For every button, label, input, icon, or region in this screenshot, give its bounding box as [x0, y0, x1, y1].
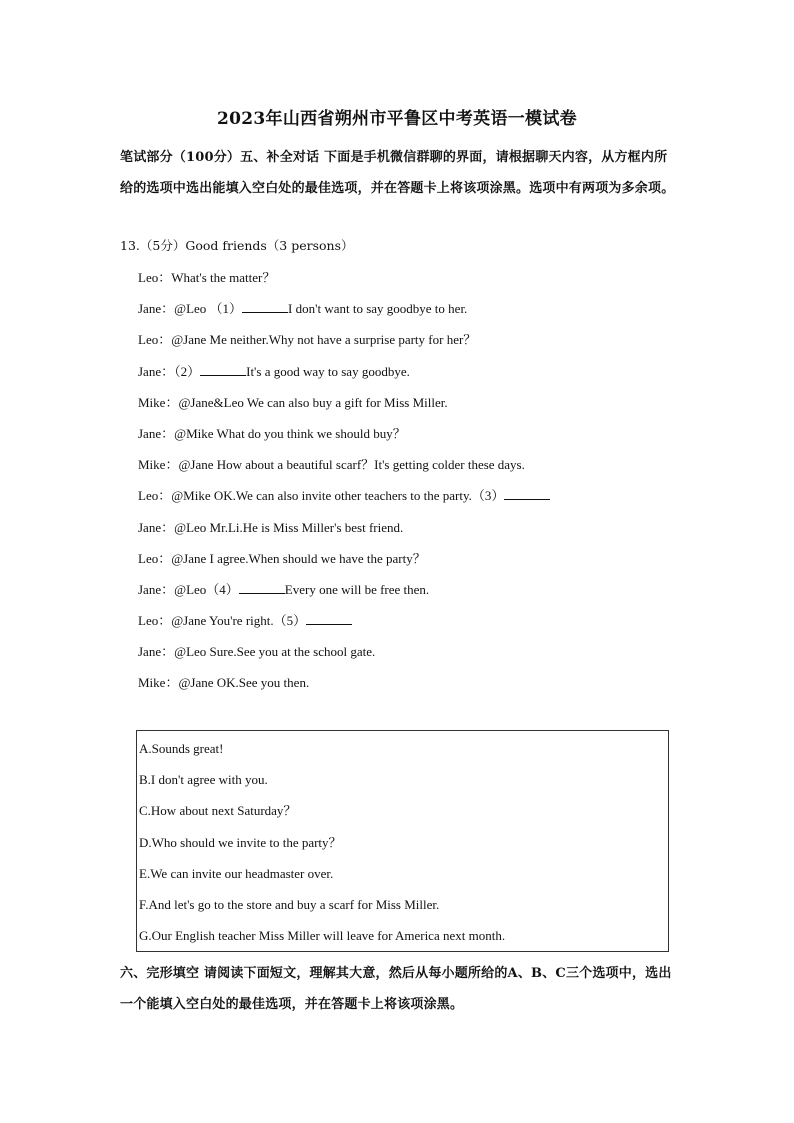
dialogue-line: Leo：@Jane I agree.When should we have the party？ [138, 550, 426, 566]
dialogue-line: Jane：@Leo Sure.See you at the school gate. [138, 644, 376, 660]
option-e: E.We can invite our headmaster over. [139, 865, 334, 881]
dialogue-line: Leo：What's the matter？ [138, 270, 276, 285]
section-six-instructions: 六、完形填空 请阅读下面短文，理解其大意，然后从每小题所给的A、B、C三个选项中，选出一个能填入空白处的最佳选项，并在答题卡上将该项涂黑。 [120, 966, 672, 1012]
answer-blank-4 [239, 581, 285, 594]
dialogue-line: Mike：@Jane OK.See you then. [138, 675, 310, 691]
section-five-instructions: 笔试部分（100分）五、补全对话 下面是手机微信群聊的界面，请根据聊天内容，从方框内所给的选项中选出能填入空白处的最佳选项，并在答题卡上将该项涂黑。选项中有两项为多余项。 [120, 150, 675, 196]
options-box [136, 730, 669, 952]
chat-dialogue [138, 268, 678, 705]
answer-blank-3 [504, 487, 550, 500]
question-13-header: 13.（5分）Good friends（3 persons） [120, 238, 354, 253]
dialogue-line: Leo：@Jane You're right.（5） [138, 611, 678, 642]
answer-blank-1 [242, 300, 288, 313]
dialogue-line: Mike：@Jane How about a beautiful scarf？It's getting colder these days. [138, 457, 525, 473]
dialogue-line: Jane：（2） It's a good way to say goodbye. [138, 363, 410, 379]
option-a: A.Sounds great! [139, 741, 224, 756]
option-f: F.And let's go to the store and buy a scarf for Miss Miller. [139, 896, 440, 912]
option-d: D.Who should we invite to the party？ [139, 834, 342, 850]
dialogue-line: Leo：@Jane Me neither.Why not have a surprise party for her？ [138, 332, 477, 348]
dialogue-line: Jane：@Mike What do you think we should buy？ [138, 425, 406, 441]
dialogue-line: Jane：@Leo Mr.Li.He is Miss Miller's best friend. [138, 519, 404, 535]
dialogue-line: Jane：@Leo （1） I don't want to say goodbye to her. [138, 301, 468, 317]
option-c: C.How about next Saturday？ [139, 803, 297, 819]
dialogue-line: Jane：@Leo（4） Every one will be free then. [138, 581, 430, 597]
option-g: G.Our English teacher Miss Miller will leave for America next month. [139, 928, 506, 944]
answer-blank-2 [200, 363, 246, 376]
dialogue-line: Leo：@Mike OK.We can also invite other teachers to the party.（3） [138, 486, 678, 517]
answer-blank-5 [306, 612, 352, 625]
option-b: B.I don't agree with you. [139, 772, 268, 788]
dialogue-line: Mike：@Jane&Leo We can also buy a gift for Miss Miller. [138, 394, 448, 410]
page-title: 2023年山西省朔州市平鲁区中考英语一模试卷 [217, 109, 577, 129]
